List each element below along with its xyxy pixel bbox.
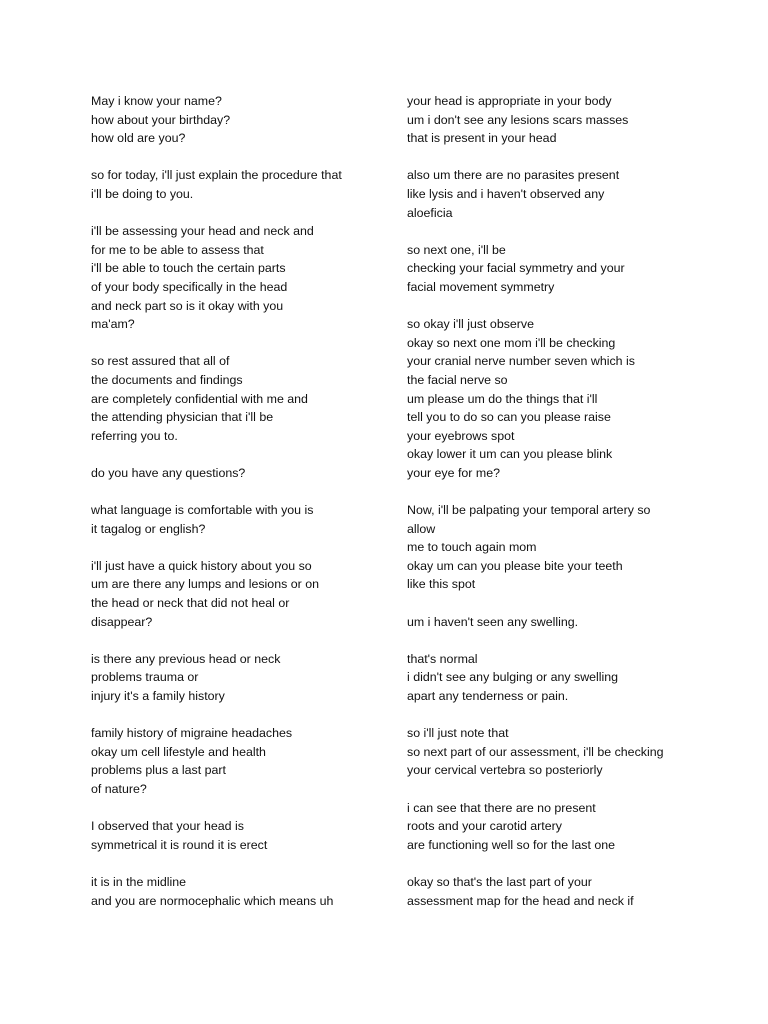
text-line: symmetrical it is round it is erect — [91, 837, 268, 852]
text-line: so for today, i'll just explain the procedure that — [91, 168, 342, 183]
paragraph — [91, 501, 381, 538]
text-line: are functioning well so for the last one — [407, 837, 616, 852]
text-line: your eyebrows spot — [407, 428, 515, 443]
paragraph — [91, 92, 381, 148]
paragraph — [91, 650, 381, 706]
right-column — [407, 92, 707, 929]
text-line: what language is comfortable with you is — [91, 503, 314, 518]
text-line: so i'll just note that — [407, 726, 509, 741]
text-line: your cervical vertebra so posteriorly — [407, 763, 603, 778]
paragraph — [407, 315, 707, 482]
text-line: do you have any questions? — [91, 465, 246, 480]
text-line: of your body specifically in the head — [91, 279, 288, 294]
text-line: are completely confidential with me and — [91, 391, 308, 406]
text-line: i'll be able to touch the certain parts — [91, 261, 286, 276]
paragraph — [407, 613, 707, 632]
text-line: problems plus a last part — [91, 763, 226, 778]
text-line: of nature? — [91, 781, 147, 796]
text-line: problems trauma or — [91, 670, 199, 685]
paragraph — [91, 817, 381, 854]
paragraph — [407, 501, 707, 594]
text-line: family history of migraine headaches — [91, 726, 293, 741]
text-line: your cranial nerve number seven which is — [407, 354, 635, 369]
text-line: me to touch again mom — [407, 540, 537, 555]
paragraph — [91, 352, 381, 445]
text-line: aloeficia — [407, 205, 453, 220]
text-line: okay um cell lifestyle and health — [91, 744, 266, 759]
text-line: how old are you? — [91, 131, 186, 146]
text-line: okay lower it um can you please blink — [407, 447, 613, 462]
text-line: the facial nerve so — [407, 372, 508, 387]
text-line: assessment map for the head and neck if — [407, 893, 634, 908]
paragraph — [407, 92, 707, 148]
text-line: the documents and findings — [91, 372, 243, 387]
left-column — [91, 92, 381, 929]
paragraph — [91, 222, 381, 334]
text-line: okay so that's the last part of your — [407, 874, 592, 889]
text-line: I observed that your head is — [91, 819, 244, 834]
text-line: and you are normocephalic which means uh — [91, 893, 334, 908]
text-line: um i don't see any lesions scars masses — [407, 112, 629, 127]
text-line: it tagalog or english? — [91, 521, 206, 536]
text-line: apart any tenderness or pain. — [407, 689, 569, 703]
text-line: referring you to. — [91, 428, 178, 443]
text-line: also um there are no parasites present — [407, 168, 620, 183]
text-line: disappear? — [91, 614, 153, 629]
paragraph — [91, 166, 381, 203]
text-line: ma'am? — [91, 317, 135, 332]
paragraph — [91, 464, 381, 483]
text-line: Now, i'll be palpating your temporal artery so — [407, 503, 651, 518]
text-line: injury it's a family history — [91, 689, 225, 703]
text-line: i'll be assessing your head and neck and — [91, 224, 314, 239]
text-line: i'll just have a quick history about you so — [91, 558, 312, 573]
text-line: um are there any lumps and lesions or on — [91, 577, 319, 592]
text-line: it is in the midline — [91, 874, 187, 889]
text-line: allow — [407, 521, 436, 536]
text-line: that is present in your head — [407, 131, 557, 146]
text-line: like lysis and i haven't observed any — [407, 186, 605, 201]
paragraph — [407, 724, 707, 780]
text-line: that's normal — [407, 651, 478, 666]
text-line: um please um do the things that i'll — [407, 391, 598, 406]
paragraph — [91, 873, 381, 910]
paragraph — [407, 650, 707, 706]
text-line: i didn't see any bulging or any swelling — [407, 670, 619, 685]
text-line: is there any previous head or neck — [91, 651, 281, 666]
text-line: checking your facial symmetry and your — [407, 261, 625, 276]
text-line: like this spot — [407, 577, 476, 592]
text-line: how about your birthday? — [91, 112, 231, 127]
text-line: your head is appropriate in your body — [407, 94, 612, 108]
paragraph — [407, 799, 707, 855]
text-line: for me to be able to assess that — [91, 242, 264, 257]
text-line: May i know your name? — [91, 94, 222, 108]
paragraph — [91, 724, 381, 798]
text-line: the head or neck that did not heal or — [91, 596, 290, 611]
text-line: and neck part so is it okay with you — [91, 298, 284, 313]
text-line: so okay i'll just observe — [407, 317, 535, 332]
text-line: okay um can you please bite your teeth — [407, 558, 623, 573]
text-line: your eye for me? — [407, 465, 500, 480]
text-line: so rest assured that all of — [91, 354, 230, 369]
text-line: okay so next one mom i'll be checking — [407, 335, 616, 350]
paragraph — [91, 557, 381, 631]
paragraph — [407, 241, 707, 297]
text-line: i can see that there are no present — [407, 800, 596, 815]
text-line: tell you to do so can you please raise — [407, 410, 611, 425]
text-line: the attending physician that i'll be — [91, 410, 274, 425]
text-line: facial movement symmetry — [407, 279, 555, 294]
text-line: um i haven't seen any swelling. — [407, 614, 579, 629]
text-line: so next one, i'll be — [407, 242, 506, 257]
text-line: roots and your carotid artery — [407, 819, 562, 834]
paragraph — [407, 166, 707, 222]
text-line: i'll be doing to you. — [91, 186, 194, 201]
text-line: so next part of our assessment, i'll be checking — [407, 744, 664, 759]
paragraph — [407, 873, 707, 910]
